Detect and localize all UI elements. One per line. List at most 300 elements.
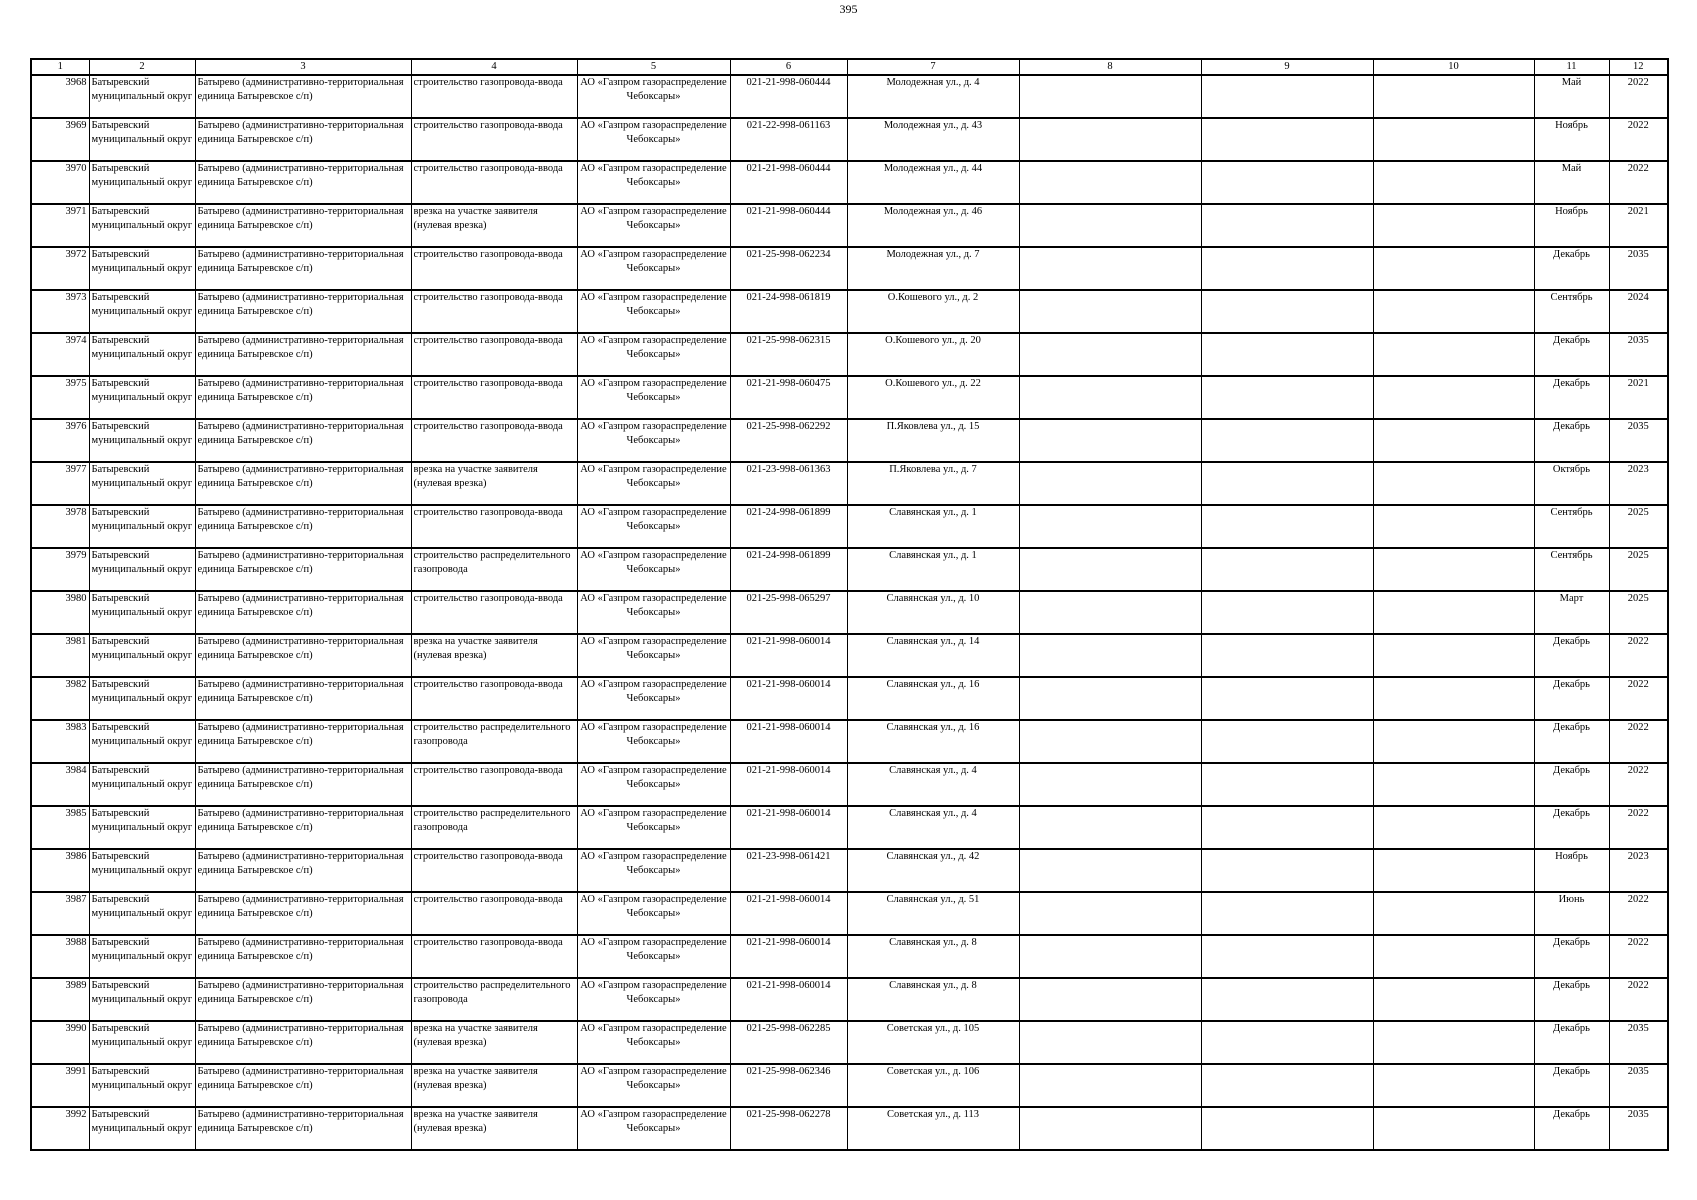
work-type-cell-text: врезка на участке заявителя (нулевая врезка) (413, 464, 538, 489)
row-number-cell-text: 3970 (65, 163, 87, 174)
district-cell-text: Батыревский муниципальный округ (91, 507, 193, 532)
empty-cell-text (1022, 1108, 1199, 1149)
row-number-cell-text: 3974 (65, 335, 87, 346)
request-code-cell-text: 021-21-998-060475 (746, 378, 831, 389)
request-code-cell (730, 677, 847, 720)
empty-cell (1019, 935, 1201, 978)
month-cell-text: Декабрь (1553, 1023, 1590, 1034)
row-number-cell-text: 3987 (65, 894, 87, 905)
address-cell (847, 978, 1019, 1021)
district-cell-text: Батыревский муниципальный округ (91, 937, 193, 962)
table-row (31, 204, 1668, 247)
request-code-cell (730, 1064, 847, 1107)
request-code-cell (730, 1021, 847, 1064)
table-row (31, 75, 1668, 118)
row-number-cell-text: 3979 (65, 550, 87, 561)
locality-cell-text: Батырево (административно-территориальная единица Батыревское с/п) (197, 1023, 404, 1048)
month-cell (1534, 591, 1609, 634)
organization-cell (577, 806, 730, 849)
request-code-cell-text: 021-21-998-060014 (746, 937, 831, 948)
empty-cell (1201, 720, 1373, 763)
table-row (31, 333, 1668, 376)
address-cell-text: Молодежная ул., д. 46 (883, 206, 983, 217)
empty-cell (1019, 118, 1201, 161)
district-cell-text: Батыревский муниципальный округ (91, 679, 193, 704)
row-number-cell-text: 3976 (65, 421, 87, 432)
organization-cell (577, 1107, 730, 1150)
row-number-cell (31, 118, 89, 161)
row-number-cell-text: 3990 (65, 1023, 87, 1034)
work-type-cell (411, 462, 577, 505)
row-number-cell (31, 462, 89, 505)
row-number-cell-text: 3975 (65, 378, 87, 389)
month-cell-text: Октябрь (1552, 464, 1591, 475)
work-type-cell (411, 849, 577, 892)
district-cell-text: Батыревский муниципальный округ (91, 77, 193, 102)
request-code-cell (730, 376, 847, 419)
locality-cell-text: Батырево (административно-территориальная единица Батыревское с/п) (197, 1066, 404, 1091)
empty-cell (1373, 763, 1534, 806)
locality-cell-text: Батырево (административно-территориальная единица Батыревское с/п) (197, 378, 404, 403)
month-cell-text: Декабрь (1553, 679, 1590, 690)
empty-cell-text (1022, 1022, 1199, 1063)
locality-cell (195, 677, 411, 720)
work-type-cell-text: строительство газопровода-ввода (413, 120, 563, 131)
empty-cell-text (1376, 635, 1532, 676)
column-number-row (31, 59, 1668, 75)
year-cell (1609, 118, 1668, 161)
work-type-cell (411, 1107, 577, 1150)
empty-cell (1201, 75, 1373, 118)
work-type-cell-text: строительство газопровода-ввода (413, 335, 563, 346)
address-cell (847, 118, 1019, 161)
request-code-cell (730, 419, 847, 462)
empty-cell-text (1204, 119, 1371, 160)
register-table (30, 58, 1669, 1151)
month-cell (1534, 978, 1609, 1021)
month-cell-text: Декабрь (1553, 1109, 1590, 1120)
year-cell (1609, 1021, 1668, 1064)
empty-cell (1019, 75, 1201, 118)
address-cell-text: О.Кошевого ул., д. 22 (885, 378, 981, 389)
month-cell-text: Декабрь (1553, 1066, 1590, 1077)
empty-cell-text (1204, 678, 1371, 719)
district-cell-text: Батыревский муниципальный округ (91, 249, 193, 274)
locality-cell (195, 505, 411, 548)
year-cell (1609, 1064, 1668, 1107)
year-cell-text: 2022 (1627, 77, 1649, 88)
work-type-cell-text: врезка на участке заявителя (нулевая врезка) (413, 636, 538, 661)
empty-cell-text (1376, 678, 1532, 719)
address-cell (847, 720, 1019, 763)
month-cell-text: Декабрь (1553, 421, 1590, 432)
district-cell (89, 1021, 195, 1064)
address-cell (847, 376, 1019, 419)
month-cell-text: Сентябрь (1550, 292, 1593, 303)
district-cell-text: Батыревский муниципальный округ (91, 593, 193, 618)
organization-cell (577, 1021, 730, 1064)
empty-cell-text (1204, 334, 1371, 375)
address-cell (847, 290, 1019, 333)
year-cell-text: 2022 (1627, 679, 1649, 690)
empty-cell-text (1376, 979, 1532, 1020)
empty-cell-text (1204, 592, 1371, 633)
district-cell-text: Батыревский муниципальный округ (91, 206, 193, 231)
locality-cell (195, 935, 411, 978)
request-code-cell-text: 021-24-998-061899 (746, 507, 831, 518)
year-cell (1609, 376, 1668, 419)
district-cell (89, 290, 195, 333)
row-number-cell (31, 75, 89, 118)
empty-cell (1201, 419, 1373, 462)
row-number-cell (31, 204, 89, 247)
district-cell (89, 763, 195, 806)
request-code-cell (730, 1107, 847, 1150)
empty-cell (1019, 849, 1201, 892)
empty-cell (1201, 290, 1373, 333)
month-cell (1534, 1064, 1609, 1107)
empty-cell (1019, 419, 1201, 462)
year-cell (1609, 505, 1668, 548)
address-cell (847, 333, 1019, 376)
empty-cell (1019, 462, 1201, 505)
address-cell-text: Советская ул., д. 113 (886, 1109, 980, 1120)
locality-cell-text: Батырево (административно-территориальная единица Батыревское с/п) (197, 464, 404, 489)
request-code-cell-text: 021-25-998-062346 (746, 1066, 831, 1077)
organization-cell-text: АО «Газпром газораспределение Чебоксары» (580, 120, 727, 145)
locality-cell (195, 419, 411, 462)
request-code-cell-text: 021-23-998-061421 (746, 851, 831, 862)
empty-cell-text (1022, 205, 1199, 246)
organization-cell-text: АО «Газпром газораспределение Чебоксары» (580, 593, 727, 618)
month-cell-text: Декабрь (1553, 378, 1590, 389)
request-code-cell-text: 021-25-998-062234 (746, 249, 831, 260)
empty-cell (1019, 548, 1201, 591)
table-row (31, 806, 1668, 849)
locality-cell (195, 892, 411, 935)
table-row (31, 634, 1668, 677)
work-type-cell (411, 548, 577, 591)
locality-cell (195, 806, 411, 849)
empty-cell-text (1204, 1065, 1371, 1106)
work-type-cell-text: строительство распределительного газопровода (413, 550, 571, 575)
request-code-cell (730, 505, 847, 548)
empty-cell (1201, 1064, 1373, 1107)
address-cell (847, 1021, 1019, 1064)
work-type-cell (411, 634, 577, 677)
locality-cell-text: Батырево (административно-территориальная единица Батыревское с/п) (197, 851, 404, 876)
work-type-cell-text: строительство газопровода-ввода (413, 593, 563, 604)
request-code-cell-text: 021-23-998-061363 (746, 464, 831, 475)
empty-cell (1201, 634, 1373, 677)
empty-cell (1019, 247, 1201, 290)
address-cell (847, 161, 1019, 204)
address-cell (847, 935, 1019, 978)
year-cell (1609, 849, 1668, 892)
column-header: 11 (1534, 59, 1609, 75)
organization-cell (577, 505, 730, 548)
work-type-cell-text: строительство газопровода-ввода (413, 249, 563, 260)
request-code-cell-text: 021-25-998-062315 (746, 335, 831, 346)
district-cell-text: Батыревский муниципальный округ (91, 1066, 193, 1091)
empty-cell-text (1376, 291, 1532, 332)
row-number-cell-text: 3972 (65, 249, 87, 260)
locality-cell-text: Батырево (административно-территориальная единица Батыревское с/п) (197, 550, 404, 575)
empty-cell (1373, 849, 1534, 892)
month-cell-text: Декабрь (1553, 937, 1590, 948)
year-cell-text: 2024 (1627, 292, 1649, 303)
request-code-cell (730, 290, 847, 333)
empty-cell-text (1204, 420, 1371, 461)
locality-cell (195, 1064, 411, 1107)
work-type-cell (411, 978, 577, 1021)
address-cell (847, 892, 1019, 935)
month-cell (1534, 333, 1609, 376)
row-number-cell-text: 3986 (65, 851, 87, 862)
month-cell-text: Сентябрь (1550, 507, 1593, 518)
month-cell-text: Декабрь (1553, 808, 1590, 819)
year-cell-text: 2025 (1627, 593, 1649, 604)
work-type-cell-text: строительство распределительного газопровода (413, 980, 571, 1005)
year-cell-text: 2021 (1627, 206, 1649, 217)
table-row (31, 677, 1668, 720)
empty-cell-text (1376, 76, 1532, 117)
year-cell (1609, 419, 1668, 462)
work-type-cell-text: строительство газопровода-ввода (413, 765, 563, 776)
organization-cell-text: АО «Газпром газораспределение Чебоксары» (580, 851, 727, 876)
empty-cell-text (1376, 334, 1532, 375)
empty-cell (1373, 634, 1534, 677)
address-cell (847, 1064, 1019, 1107)
table-row (31, 849, 1668, 892)
empty-cell-text (1022, 979, 1199, 1020)
address-cell-text: Славянская ул., д. 4 (889, 765, 977, 776)
request-code-cell-text: 021-21-998-060014 (746, 636, 831, 647)
district-cell (89, 720, 195, 763)
empty-cell (1201, 505, 1373, 548)
year-cell-text: 2022 (1627, 894, 1649, 905)
address-cell-text: Советская ул., д. 106 (886, 1066, 980, 1077)
empty-cell-text (1022, 549, 1199, 590)
organization-cell-text: АО «Газпром газораспределение Чебоксары» (580, 1066, 727, 1091)
empty-cell (1019, 376, 1201, 419)
row-number-cell (31, 247, 89, 290)
year-cell (1609, 806, 1668, 849)
year-cell-text: 2022 (1627, 163, 1649, 174)
row-number-cell-text: 3980 (65, 593, 87, 604)
empty-cell-text (1204, 936, 1371, 977)
organization-cell (577, 462, 730, 505)
empty-cell-text (1376, 463, 1532, 504)
empty-cell-text (1204, 721, 1371, 762)
district-cell-text: Батыревский муниципальный округ (91, 851, 193, 876)
work-type-cell (411, 118, 577, 161)
year-cell (1609, 763, 1668, 806)
address-cell-text: П.Яковлева ул., д. 7 (889, 464, 977, 475)
district-cell-text: Батыревский муниципальный округ (91, 120, 193, 145)
year-cell (1609, 161, 1668, 204)
row-number-cell-text: 3985 (65, 808, 87, 819)
empty-cell (1019, 505, 1201, 548)
address-cell (847, 763, 1019, 806)
address-cell-text: Славянская ул., д. 16 (886, 679, 980, 690)
empty-cell (1019, 720, 1201, 763)
locality-cell (195, 333, 411, 376)
locality-cell (195, 247, 411, 290)
request-code-cell-text: 021-22-998-061163 (746, 120, 831, 131)
work-type-cell-text: врезка на участке заявителя (нулевая врезка) (413, 1109, 538, 1134)
locality-cell (195, 1107, 411, 1150)
work-type-cell-text: строительство распределительного газопровода (413, 808, 571, 833)
district-cell (89, 462, 195, 505)
request-code-cell (730, 634, 847, 677)
request-code-cell (730, 161, 847, 204)
year-cell-text: 2035 (1627, 1023, 1649, 1034)
column-header: 3 (195, 59, 411, 75)
locality-cell (195, 634, 411, 677)
organization-cell (577, 290, 730, 333)
address-cell (847, 806, 1019, 849)
empty-cell-text (1204, 893, 1371, 934)
empty-cell (1201, 161, 1373, 204)
organization-cell (577, 763, 730, 806)
request-code-cell (730, 935, 847, 978)
district-cell (89, 1107, 195, 1150)
column-header: 12 (1609, 59, 1668, 75)
empty-cell (1373, 161, 1534, 204)
organization-cell (577, 419, 730, 462)
organization-cell-text: АО «Газпром газораспределение Чебоксары» (580, 765, 727, 790)
month-cell (1534, 634, 1609, 677)
row-number-cell-text: 3984 (65, 765, 87, 776)
empty-cell-text (1204, 291, 1371, 332)
locality-cell-text: Батырево (административно-территориальная единица Батыревское с/п) (197, 722, 404, 747)
empty-cell-text (1376, 248, 1532, 289)
locality-cell-text: Батырево (административно-территориальная единица Батыревское с/п) (197, 593, 404, 618)
organization-cell-text: АО «Газпром газораспределение Чебоксары» (580, 679, 727, 704)
table-row (31, 290, 1668, 333)
month-cell (1534, 935, 1609, 978)
address-cell-text: П.Яковлева ул., д. 15 (886, 421, 980, 432)
organization-cell (577, 548, 730, 591)
address-cell-text: Славянская ул., д. 42 (886, 851, 980, 862)
year-cell (1609, 892, 1668, 935)
month-cell (1534, 1107, 1609, 1150)
request-code-cell (730, 548, 847, 591)
locality-cell-text: Батырево (административно-территориальная единица Батыревское с/п) (197, 636, 404, 661)
row-number-cell-text: 3968 (65, 77, 87, 88)
empty-cell (1201, 204, 1373, 247)
locality-cell (195, 591, 411, 634)
locality-cell-text: Батырево (административно-территориальная единица Батыревское с/п) (197, 1109, 404, 1134)
organization-cell-text: АО «Газпром газораспределение Чебоксары» (580, 77, 727, 102)
empty-cell-text (1022, 592, 1199, 633)
request-code-cell (730, 204, 847, 247)
empty-cell (1201, 892, 1373, 935)
organization-cell (577, 935, 730, 978)
organization-cell (577, 247, 730, 290)
month-cell (1534, 290, 1609, 333)
district-cell-text: Батыревский муниципальный округ (91, 335, 193, 360)
work-type-cell-text: строительство газопровода-ввода (413, 378, 563, 389)
empty-cell-text (1376, 936, 1532, 977)
row-number-cell (31, 505, 89, 548)
row-number-cell-text: 3982 (65, 679, 87, 690)
empty-cell (1373, 978, 1534, 1021)
empty-cell (1373, 548, 1534, 591)
column-header: 5 (577, 59, 730, 75)
row-number-cell (31, 548, 89, 591)
month-cell-text: Декабрь (1553, 636, 1590, 647)
district-cell (89, 75, 195, 118)
address-cell (847, 75, 1019, 118)
column-header: 10 (1373, 59, 1534, 75)
empty-cell-text (1022, 248, 1199, 289)
year-cell (1609, 935, 1668, 978)
row-number-cell (31, 892, 89, 935)
empty-cell (1201, 333, 1373, 376)
empty-cell-text (1376, 764, 1532, 805)
organization-cell-text: АО «Газпром газораспределение Чебоксары» (580, 550, 727, 575)
district-cell-text: Батыревский муниципальный округ (91, 163, 193, 188)
request-code-cell (730, 892, 847, 935)
locality-cell (195, 376, 411, 419)
empty-cell (1019, 677, 1201, 720)
district-cell (89, 591, 195, 634)
empty-cell (1373, 677, 1534, 720)
locality-cell (195, 1021, 411, 1064)
empty-cell (1373, 935, 1534, 978)
empty-cell (1373, 247, 1534, 290)
request-code-cell-text: 021-25-998-062285 (746, 1023, 831, 1034)
row-number-cell-text: 3977 (65, 464, 87, 475)
locality-cell-text: Батырево (административно-территориальная единица Батыревское с/п) (197, 679, 404, 704)
address-cell (847, 548, 1019, 591)
empty-cell (1019, 763, 1201, 806)
row-number-cell (31, 763, 89, 806)
year-cell (1609, 591, 1668, 634)
month-cell-text: Июнь (1558, 894, 1585, 905)
year-cell (1609, 290, 1668, 333)
address-cell-text: Славянская ул., д. 8 (889, 937, 977, 948)
year-cell-text: 2035 (1627, 421, 1649, 432)
empty-cell (1373, 806, 1534, 849)
organization-cell (577, 978, 730, 1021)
address-cell-text: Славянская ул., д. 10 (886, 593, 980, 604)
work-type-cell-text: строительство газопровода-ввода (413, 507, 563, 518)
page-number: 395 (839, 2, 858, 16)
empty-cell-text (1204, 850, 1371, 891)
work-type-cell (411, 763, 577, 806)
organization-cell (577, 591, 730, 634)
empty-cell-text (1376, 807, 1532, 848)
locality-cell (195, 849, 411, 892)
month-cell (1534, 118, 1609, 161)
month-cell (1534, 419, 1609, 462)
organization-cell-text: АО «Газпром газораспределение Чебоксары» (580, 335, 727, 360)
district-cell (89, 161, 195, 204)
month-cell (1534, 892, 1609, 935)
year-cell (1609, 333, 1668, 376)
address-cell-text: Молодежная ул., д. 4 (886, 77, 980, 88)
empty-cell-text (1022, 506, 1199, 547)
organization-cell (577, 1064, 730, 1107)
year-cell-text: 2022 (1627, 808, 1649, 819)
organization-cell (577, 161, 730, 204)
empty-cell (1019, 290, 1201, 333)
year-cell-text: 2025 (1627, 550, 1649, 561)
empty-cell (1201, 1107, 1373, 1150)
